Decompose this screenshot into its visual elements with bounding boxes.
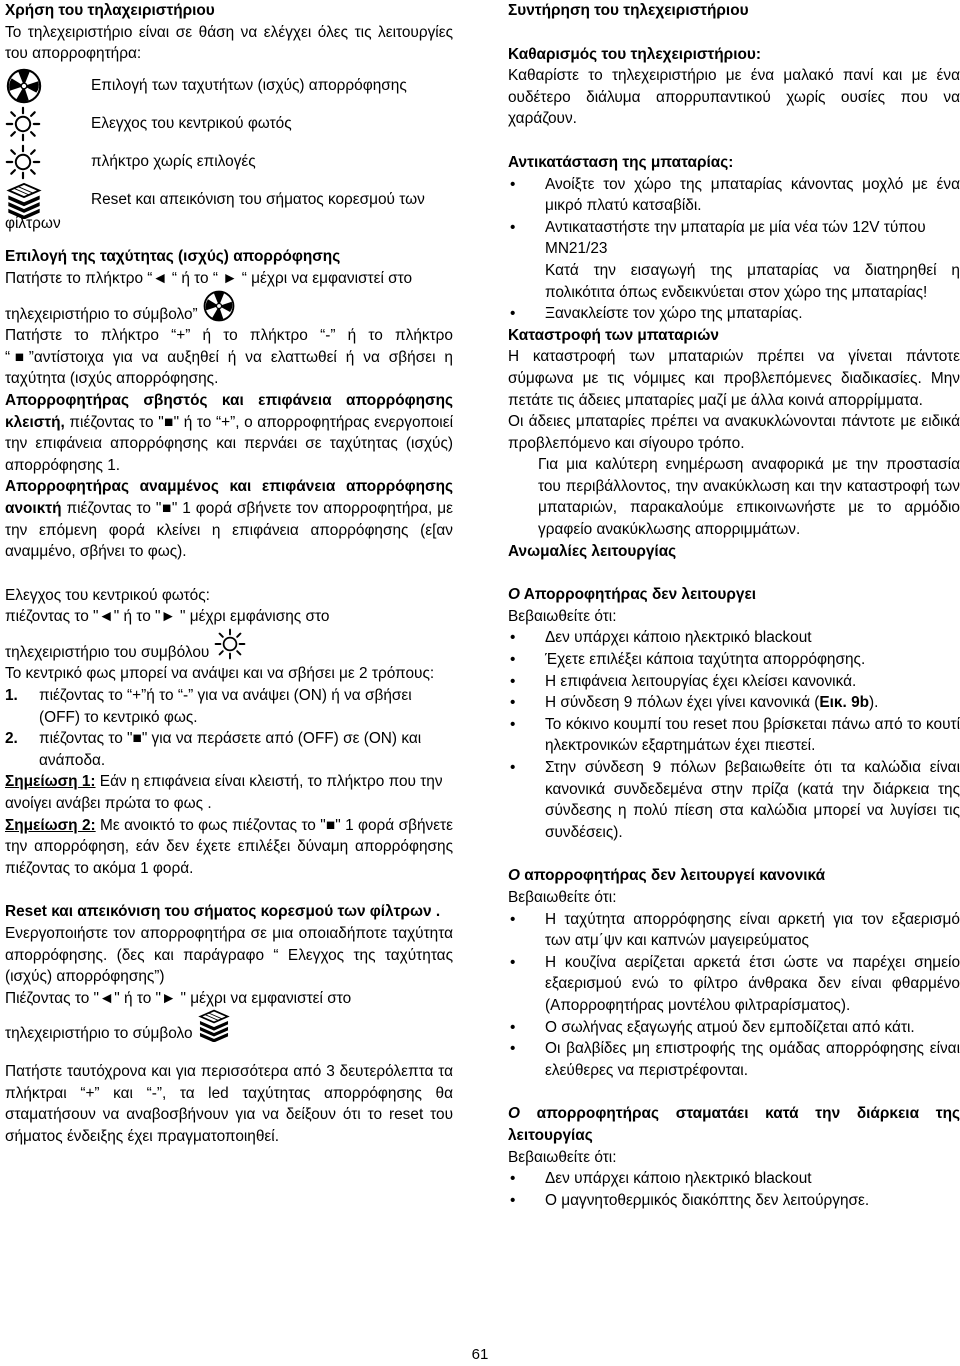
list-item: • Ο μαγνητοθερμικός διακόπτης δεν λειτούργησε. xyxy=(508,1190,960,1212)
reset-step-1: Ενεργοποιήστε τον απορροφητήρα σε μια οποιαδήποτε ταχύτητα απορρόφησης. (δες και παράγραφο “ Ελεγχος της ταχύτητας (ισχύς) απορρόφησης”) xyxy=(5,925,453,986)
list-item: • Η επιφάνεια λειτουργίας έχει κλείσει κανονικά. xyxy=(508,671,960,693)
light-icon xyxy=(214,628,246,660)
icon-row-label: Ελεγχος του κεντρικού φωτός xyxy=(91,114,292,132)
fault-2-list xyxy=(508,909,960,1082)
light-symbol-line xyxy=(5,642,453,664)
note-2-label: Σημείωση 2: xyxy=(5,816,96,834)
reset-heading: Reset και απεικόνιση του σήματος κορεσμού των φίλτρων . xyxy=(5,903,441,921)
list-item: 2. πιέζοντας το "■" για να περάσετε από (OFF) σε (ON) και ανάποδα. xyxy=(5,730,422,769)
icon-row-label: Επιλογή των ταχυτήτων (ισχύς) απορρόφησης xyxy=(91,76,407,94)
hood-on-bold: Απορροφητήρας αναμμένος και επιφάνεια απορρόφησης ανοικτή xyxy=(5,478,453,517)
reset-symbol-line xyxy=(5,1023,453,1045)
list-item: • Η ταχύτητα απορρόφησης είναι αρκετή για τον εξαερισμό των ατμ΄ψν και καπνών μαγειρεύματος xyxy=(508,909,960,952)
page-number: 61 xyxy=(471,1346,489,1363)
icon-row-label: Reset και απεικόνιση του σήματος κορεσμού των xyxy=(91,190,425,208)
list-item: • Δεν υπάρχει κάποιο ηλεκτρικό blackout xyxy=(508,1168,960,1190)
disposal-text-3: Για μια καλύτερη ενημέρωση αναφορικά με την προστασία του περιβάλλοντος, την ανακύκλωση και την καταστροφή των μπαταριών, παρακαλούμε επικοινωνήστε με το αρμόδιο γραφείο ανακύκλωσης απορριμμάτων. xyxy=(538,456,960,539)
icon-row-label: πλήκτρο χωρίς επιλογές xyxy=(91,152,256,170)
fault-2-heading: Ο απορροφητήρας δεν λειτουργεί κανονικά xyxy=(508,867,826,885)
icon-row-light xyxy=(5,105,453,143)
light-icon xyxy=(5,106,41,142)
fault-3-check: Βεβαιωθείτε ότι: xyxy=(508,1148,617,1166)
speed-symbol-text: τηλεχειριστήριο το σύμβολο” xyxy=(5,305,198,323)
battery-disposal-heading: Καταστροφή των μπαταριών xyxy=(508,326,719,344)
icon-row-tail: φίλτρων xyxy=(5,214,61,232)
reset-step-3: Πατήστε ταυτόχρονα και για περισσότερα από 3 δευτερόλεπτα τα πλήκτραι “+” και “-”, τα led ταχύτητας απορρόφησης θα σταματήσουν να αναβοσβήνουν για να δείξουν ότι το reset του σήματος ένδειξης έχει πραγματοποιηθεί. xyxy=(5,1062,453,1145)
cleaning-text: Καθαρίστε το τηλεχειριστήριο με ένα μαλακό πανί και με ένα ουδέτερο διάλυμα απορρυπαντικού χωρίς ουσίες που να χαράζουν. xyxy=(508,67,960,128)
hood-on-text: πιέζοντας το "■" 1 φορά σβήνετε τον απορροφητήρα, με την επόμενη φορά κλείνει η επιφάνεια απορρόφησης (ε[αν αναμμένο, σβήνει το φως). xyxy=(5,499,453,561)
fan-icon xyxy=(202,289,236,323)
fault-1-list xyxy=(508,627,960,843)
light-heading: Ελεγχος του κεντρικού φωτός: xyxy=(5,586,210,604)
fault-1-check: Βεβαιωθείτε ότι: xyxy=(508,607,617,625)
maintenance-heading: Συντήρηση του τηλεχειριστήριου xyxy=(508,2,749,19)
reset-symbol-text: τηλεχειριστήριο το σύμβολο xyxy=(5,1025,193,1043)
list-item: 1. πιέζοντας το “+”ή το “-” για να ανάψει (ON) ή να σβήσει (OFF) το κεντρικό φως. xyxy=(5,687,412,726)
fault-3-heading: Ο απορροφητήρας σταματάει κατά την διάρκεια της λειτουργίας xyxy=(508,1105,960,1144)
fault-1-heading: Ο Απορροφητήρας δεν λειτουργει xyxy=(508,586,757,604)
note-2: Σημείωση 2: Με ανοικτό το φως πιέζοντας το "■" 1 φορά σβήνετε την απορρόφηση, εάν δεν έχετε επιλέξει δύναμη απορρόφησης πιέζοντας το ακόμα 1 φορά. xyxy=(5,816,453,877)
speed-buttons-text: Πατήστε το πλήκτρο “+” ή το πλήκτρο “-” ή το πλήκτρο “■”αντίστοιχα για να αυξηθεί ή να ελαττωθεί ή να σβήσει η ταχύτητα (ισχύς απορρόφησης. xyxy=(5,327,453,388)
list-item: • Έχετε επιλέξει κάποια ταχύτητα απορρόφησης. xyxy=(508,649,960,671)
light-icon xyxy=(5,144,41,180)
light-steps xyxy=(5,685,453,771)
list-item: • Το κόκινο κουμπί του reset που βρίσκεται πάνω από το κουτί ηλεκτρονικών εξαρτημάτων έχει πιεστεί. xyxy=(508,714,960,757)
note-1: Σημείωση 1: Εάν η επιφάνεια είναι κλειστή, το πλήκτρο που την ανοίγει ανάβει πρώτα το φως . xyxy=(5,773,443,813)
right-column xyxy=(508,0,960,1211)
list-item: • Οι βαλβίδες μη επιστροφής της ομάδας απορρόφησης είναι ελεύθερες να περιστρέφονται. xyxy=(508,1038,960,1081)
icon-row-blank xyxy=(5,143,453,181)
fan-icon xyxy=(5,67,43,105)
disposal-text-2: Οι άδειες μπαταρίες πρέπει να ανακυκλώνονται πάντοτε με ειδικά προβλεπόμενο και σίγουρο τρόπο. xyxy=(508,413,960,452)
list-item: • Αντικαταστήστε την μπαταρία με μία νέα τών 12V τύπου MN21/23 xyxy=(508,217,960,260)
speed-instruction: Πατήστε το πλήκτρο “◄ “ ή το “ ► “ μέχρι να εμφανιστεί στο xyxy=(5,269,413,287)
battery-list xyxy=(508,174,960,260)
light-instruction: πιέζοντας το "◄" ή το "► " μέχρι εμφάνισης στο xyxy=(5,608,330,626)
remote-intro: Το τηλεχειριστήριο είναι σε θάση να ελέγχει όλες τις λειτουργίες του απορροφητήρα: xyxy=(5,23,453,63)
light-symbol-text: τηλεχειριστήριο του συμβόλου xyxy=(5,643,210,661)
icon-row-fan xyxy=(5,67,453,105)
list-item: • Ανοίξτε τον χώρο της μπαταρίας κάνοντας μοχλό με ένα μικρό πλατύ κατσαβίδι. xyxy=(508,174,960,217)
list-item: • Η κουζίνα αερίζεται αρκετά έτσι ώστε να παρέχει σημείο εξαερισμού ενώ το φίλτρο άνθρακα δεν είναι φθαρμένο (Απορροφητήρας μοντέλου φιλτραρίσματος). xyxy=(508,952,960,1017)
hood-off-paragraph xyxy=(5,390,453,476)
list-item: • Η σύνδεση 9 πόλων έχει γίνει κανονικά (Εικ. 9b). xyxy=(508,692,960,714)
hood-off-bold: Απορροφητήρας σβηστός και επιφάνεια απορρόφησης κλειστή, xyxy=(5,391,453,431)
list-item: • Στην σύνδεση 9 πόλων βεβαιωθείτε ότι τα καλώδια είναι κανονικά συνδεδεμένα στην πρίζα (κατά την διάρκεια της σύνδεσης η πολύ πίεση στα καλώδια μπορεί να λυγίσει τις συνδέσεις). xyxy=(508,757,960,843)
disposal-text-1: Η καταστροφή των μπαταριών πρέπει να γίνεται πάντοτε σύμφωνα με τις νόμιμες και προβλεπόμενες διαδικασίες. Μην πετάτε τις άδειες μπαταρίες μαζί με άλλα κοινά απορρίμματα. xyxy=(508,348,960,409)
cleaning-heading: Καθαρισμός του τηλεχειριστήριου: xyxy=(508,45,761,63)
hood-on-paragraph xyxy=(5,476,453,562)
battery-list-end xyxy=(508,303,960,325)
remote-usage-heading: Χρήση του τηλαχειριστήριου xyxy=(5,2,215,19)
list-item: • Ξανακλείστε τον χώρο της μπαταρίας. xyxy=(508,303,960,325)
speed-instruction-symbol xyxy=(5,304,453,326)
left-column xyxy=(5,0,453,1147)
reset-step-2: Πιέζοντας το "◄" ή το "► " μέχρι να εμφανιστεί στο xyxy=(5,989,352,1007)
battery-heading: Αντικατάσταση της μπαταρίας: xyxy=(508,153,734,171)
list-item: • Δεν υπάρχει κάποιο ηλεκτρικό blackout xyxy=(508,627,960,649)
speed-heading: Επιλογή της ταχύτητας (ισχύς) απορρόφησης xyxy=(5,248,341,266)
hood-off-text: πιέζοντας το "■" ή το “+”, ο απορροφητήρας ενεργοποιεί την επιφάνεια απορρόφησης και περνάει σε ταχύτητας (ισχύς) απορρόφησης 1. xyxy=(5,413,453,474)
battery-note: Κατά την εισαγωγή της μπαταρίας να διατηρηθεί η πολικότιτα όπως ενδεικνύεται στον χώρο της μπαταρίας! xyxy=(545,261,960,301)
fault-2-check: Βεβαιωθείτε ότι: xyxy=(508,888,617,906)
faults-heading: Ανωμαλίες λειτουργίας xyxy=(508,542,677,560)
fault-3-list xyxy=(508,1168,960,1211)
filter-icon xyxy=(197,1008,231,1042)
list-item: • Ο σωλήνας εξαγωγής ατμού δεν εμποδίζεται από κάτι. xyxy=(508,1017,960,1039)
light-ways: Το κεντρικό φως μπορεί να ανάψει και να σβήσει με 2 τρόπους: xyxy=(5,665,435,683)
note-1-label: Σημείωση 1: xyxy=(5,773,96,791)
